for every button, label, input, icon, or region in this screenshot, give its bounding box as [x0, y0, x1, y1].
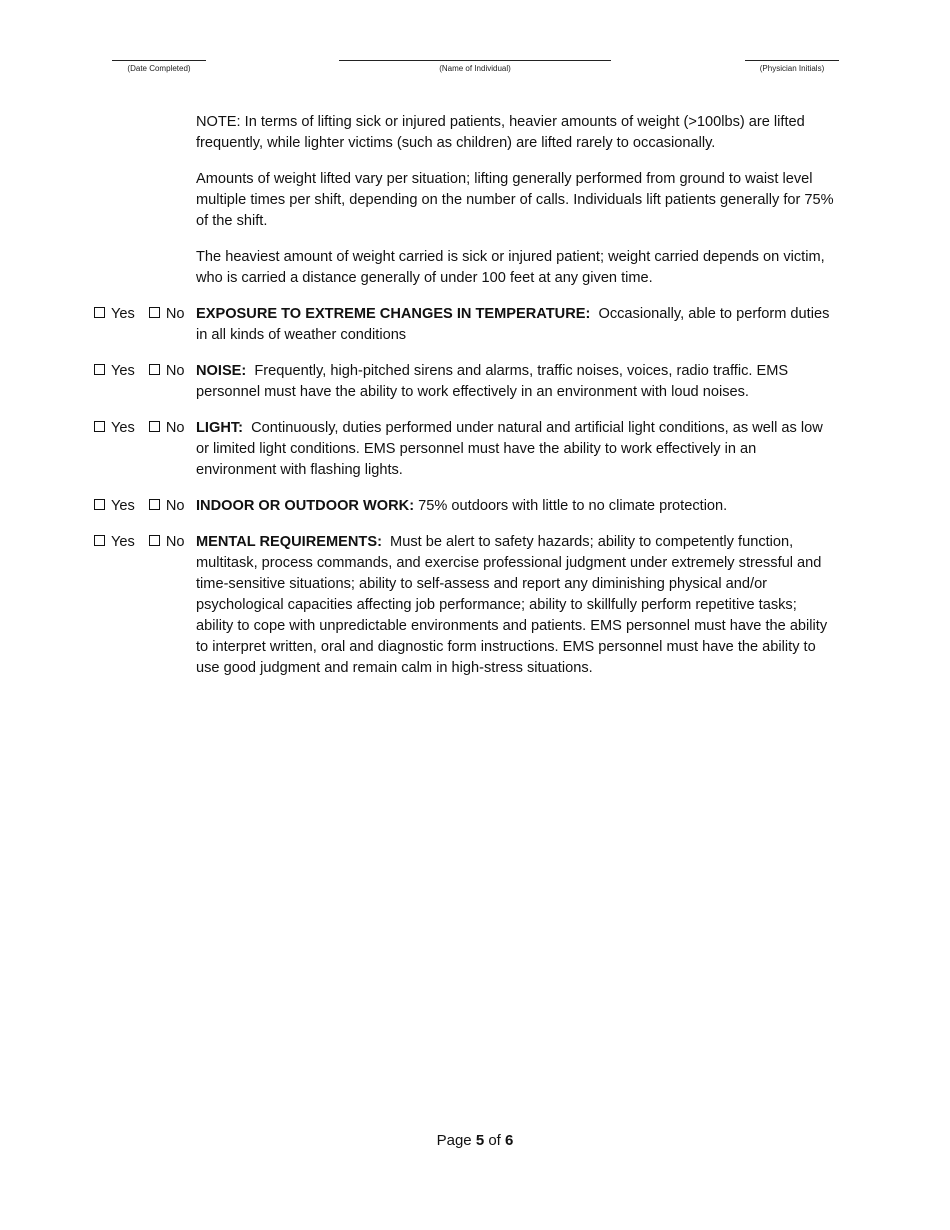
- page-number: [0, 1132, 950, 1149]
- requirement-light: [94, 418, 834, 481]
- of-label: of: [488, 1132, 501, 1149]
- yes-checkbox[interactable]: [94, 499, 105, 510]
- weight-lifted-paragraph: Amounts of weight lifted vary per situation; lifting generally performed from ground to waist level multiple times per shift, depending on the number of calls. Individuals lift patients generally for 75% of the shift.: [196, 171, 834, 229]
- requirement-mental: [94, 532, 834, 679]
- physician-initials-line: [745, 60, 839, 61]
- no-option[interactable]: [149, 304, 185, 325]
- requirement-text: [196, 304, 834, 346]
- no-checkbox[interactable]: [149, 364, 160, 375]
- requirement-body: Continuously, duties performed under natural and artificial light conditions, as well as low or limited light conditions. EMS personnel must have the ability to work effectively in an environment with flashing lights.: [196, 420, 823, 478]
- yes-no-options: [94, 496, 196, 517]
- yes-option[interactable]: [94, 532, 135, 553]
- yes-label: Yes: [111, 534, 135, 550]
- yes-no-options: [94, 418, 196, 481]
- requirement-body: 75% outdoors with little to no climate protection.: [418, 498, 728, 514]
- date-completed-field[interactable]: [112, 60, 206, 73]
- date-completed-line: [112, 60, 206, 61]
- requirement-title: LIGHT:: [196, 420, 244, 436]
- yes-no-options: [94, 304, 196, 346]
- yes-label: Yes: [111, 306, 135, 322]
- document-body: [94, 112, 834, 694]
- no-option[interactable]: [149, 532, 185, 553]
- no-option[interactable]: [149, 361, 185, 382]
- requirement-noise: [94, 361, 834, 403]
- requirement-indoor-outdoor: [94, 496, 834, 517]
- yes-option[interactable]: [94, 496, 135, 517]
- individual-name-line: [339, 60, 611, 61]
- requirement-title: MENTAL REQUIREMENTS:: [196, 534, 382, 550]
- requirement-title: NOISE:: [196, 363, 247, 379]
- weight-carried-paragraph: The heaviest amount of weight carried is sick or injured patient; weight carried depends on victim, who is carried a distance generally of under 100 feet at any given time.: [196, 249, 825, 286]
- no-label: No: [165, 498, 185, 514]
- individual-name-field[interactable]: [339, 60, 611, 73]
- yes-label: Yes: [111, 498, 135, 514]
- requirement-body: Must be alert to safety hazards; ability to competently function, multitask, process commands, and exercise professional judgment under extremely stressful and time-sensitive situations; ability to self-assess and report any diminishing physical and/or psychological capacities affecting job performance; ability to skillfully perform repetitive tasks; ability to cope with unpredictable environments and patients. EMS personnel must have the ability to interpret written, oral and diagnostic form instructions. EMS personnel must have the ability to use good judgment and remain calm in high-stress situations.: [196, 534, 828, 676]
- yes-no-options: [94, 361, 196, 403]
- requirement-body: Frequently, high-pitched sirens and alarms, traffic noises, voices, radio traffic. EMS personnel must have the ability to work effectively in an environment with loud noises.: [196, 363, 789, 400]
- yes-checkbox[interactable]: [94, 364, 105, 375]
- yes-checkbox[interactable]: [94, 307, 105, 318]
- requirement-text: [196, 418, 834, 481]
- requirement-text: [196, 532, 834, 679]
- requirement-title: EXPOSURE TO EXTREME CHANGES IN TEMPERATURE:: [196, 306, 591, 322]
- no-checkbox[interactable]: [149, 535, 160, 546]
- no-label: No: [165, 534, 185, 550]
- no-checkbox[interactable]: [149, 307, 160, 318]
- no-option[interactable]: [149, 496, 185, 517]
- no-option[interactable]: [149, 418, 185, 439]
- yes-checkbox[interactable]: [94, 535, 105, 546]
- yes-no-options: [94, 532, 196, 679]
- total-pages: 6: [505, 1132, 514, 1149]
- requirement-title: INDOOR OR OUTDOOR WORK:: [196, 498, 415, 514]
- yes-option[interactable]: [94, 418, 135, 439]
- requirement-text: [196, 361, 834, 403]
- physician-initials-field[interactable]: [745, 60, 839, 73]
- no-checkbox[interactable]: [149, 421, 160, 432]
- yes-label: Yes: [111, 363, 135, 379]
- requirement-text: [196, 496, 834, 517]
- yes-option[interactable]: [94, 304, 135, 325]
- yes-label: Yes: [111, 420, 135, 436]
- requirement-body: Occasionally, able to perform duties in all kinds of weather conditions: [196, 306, 830, 343]
- physician-initials-caption: (Physician Initials): [759, 64, 825, 73]
- current-page: 5: [475, 1132, 485, 1149]
- no-label: No: [165, 420, 185, 436]
- note-paragraph: NOTE: In terms of lifting sick or injured patients, heavier amounts of weight (>100lbs) are lifted frequently, while lighter victims (such as children) are lifted rarely to occasionally.: [196, 114, 805, 151]
- no-label: No: [165, 363, 185, 379]
- date-completed-caption: (Date Completed): [127, 64, 191, 73]
- individual-name-caption: (Name of Individual): [439, 64, 511, 73]
- no-label: No: [165, 306, 185, 322]
- yes-checkbox[interactable]: [94, 421, 105, 432]
- requirement-temperature: [94, 304, 834, 346]
- page-label: Page: [436, 1132, 472, 1149]
- yes-option[interactable]: [94, 361, 135, 382]
- no-checkbox[interactable]: [149, 499, 160, 510]
